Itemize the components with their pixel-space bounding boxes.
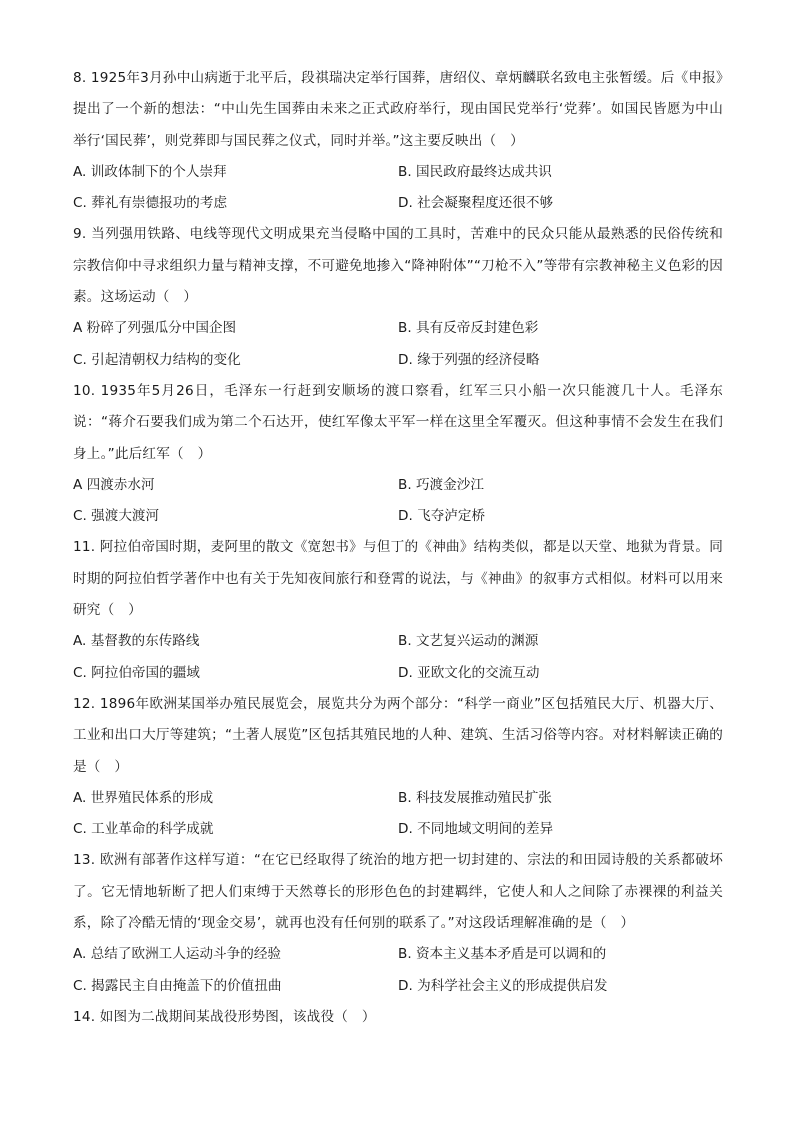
option-c: C. 引起清朝权力结构的变化: [73, 351, 241, 368]
question-8: [73, 63, 723, 219]
option-b: B. 巧渡金沙江: [398, 476, 484, 493]
option-a: A. 训政体制下的个人崇拜: [73, 163, 227, 180]
question-stem: 11. 阿拉伯帝国时期，麦阿里的散文《宽恕书》与但丁的《神曲》结构类似，都是以天堂、地狱为背景。同时期的阿拉伯哲学著作中也有关于先知夜间旅行和登霄的说法，与《神曲》的叙事方式相似。材料可以用来研究（ ）: [73, 539, 723, 619]
option-d: D. 不同地域文明间的差异: [398, 821, 554, 838]
option-d: D. 社会凝聚程度还很不够: [398, 195, 554, 212]
option-a: A 四渡赤水河: [73, 476, 155, 493]
option-grid: [73, 626, 723, 689]
option-grid: [73, 470, 723, 533]
option-grid: [73, 157, 723, 220]
option-c: C. 阿拉伯帝国的疆域: [73, 664, 200, 681]
question-stem: 9. 当列强用铁路、电线等现代文明成果充当侵略中国的工具时，苦难中的民众只能从最熟悉的民俗传统和宗教信仰中寻求组织力量与精神支撑，不可避免地掺入“降神附体”“刀枪不入”等带有宗教神秘主义色彩的因素。这场运动（ ）: [73, 226, 723, 306]
option-c: C. 葬礼有崇德报功的考虑: [73, 195, 228, 212]
option-b: B. 国民政府最终达成共识: [398, 163, 552, 180]
option-grid: [73, 939, 723, 1002]
option-d: D. 为科学社会主义的形成提供启发: [398, 977, 608, 994]
question-list: [73, 63, 723, 1033]
option-d: D. 缘于列强的经济侵略: [398, 351, 540, 368]
option-c: C. 工业革命的科学成就: [73, 821, 214, 838]
question-10: [73, 376, 723, 532]
option-a: A. 基督教的东传路线: [73, 633, 200, 650]
question-stem: 10. 1935年5月26日，毛泽东一行赶到安顺场的渡口察看，红军三只小船一次只能渡几十人。毛泽东说：“蒋介石要我们成为第二个石达开，使红军像太平军一样在这里全军覆灭。但这种事情不会发生在我们身上。”此后红军（ ）: [73, 382, 723, 462]
question-12: [73, 689, 723, 845]
question-stem: 12. 1896年欧洲某国举办殖民展览会，展览共分为两个部分：“科学一商业”区包括殖民大厅、机器大厅、工业和出口大厅等建筑；“土著人展览”区包括其殖民地的人种、建筑、生活习俗等内容。对材料解读正确的是（ ）: [73, 695, 723, 775]
question-stem: 8. 1925年3月孙中山病逝于北平后，段祺瑞决定举行国葬，唐绍仪、章炳麟联名致电主张暂缓。后《申报》提出了一个新的想法：“中山先生国葬由未来之正式政府举行，现由国民党举行‘党葬’。如国民皆愿为中山举行‘国民葬’，则党葬即与国民葬之仪式，同时并举。”这主要反映出（ ）: [73, 70, 723, 149]
question-stem: 14. 如图为二战期间某战役形势图，该战役（ ）: [73, 1008, 376, 1025]
option-b: B. 科技发展推动殖民扩张: [398, 789, 552, 806]
question-stem: 13. 欧洲有部著作这样写道：“在它已经取得了统治的地方把一切封建的、宗法的和田园诗般的关系都破坏了。它无情地斩断了把人们束缚于天然尊长的形形色色的封建羁绊，它使人和人之间除了赤裸裸的利益关系，除了冷酷无情的‘现金交易’，就再也没有任何别的联系了。”对这段话理解准确的是（ ）: [73, 852, 723, 932]
option-grid: [73, 313, 723, 376]
option-c: C. 揭露民主自由掩盖下的价值扭曲: [73, 977, 282, 994]
option-b: B. 文艺复兴运动的渊源: [398, 633, 539, 650]
option-d: D. 飞夺泸定桥: [398, 508, 486, 525]
option-a: A. 世界殖民体系的形成: [73, 789, 214, 806]
option-b: B. 具有反帝反封建色彩: [398, 320, 539, 337]
option-b: B. 资本主义基本矛盾是可以调和的: [398, 946, 607, 963]
option-d: D. 亚欧文化的交流互动: [398, 664, 540, 681]
question-11: [73, 532, 723, 688]
question-9: [73, 219, 723, 375]
option-a: A. 总结了欧洲工人运动斗争的经验: [73, 946, 282, 963]
option-grid: [73, 783, 723, 846]
option-c: C. 强渡大渡河: [73, 508, 160, 525]
question-13: [73, 845, 723, 1001]
question-14: [73, 1002, 723, 1033]
option-a: A 粉碎了列强瓜分中国企图: [73, 320, 237, 337]
